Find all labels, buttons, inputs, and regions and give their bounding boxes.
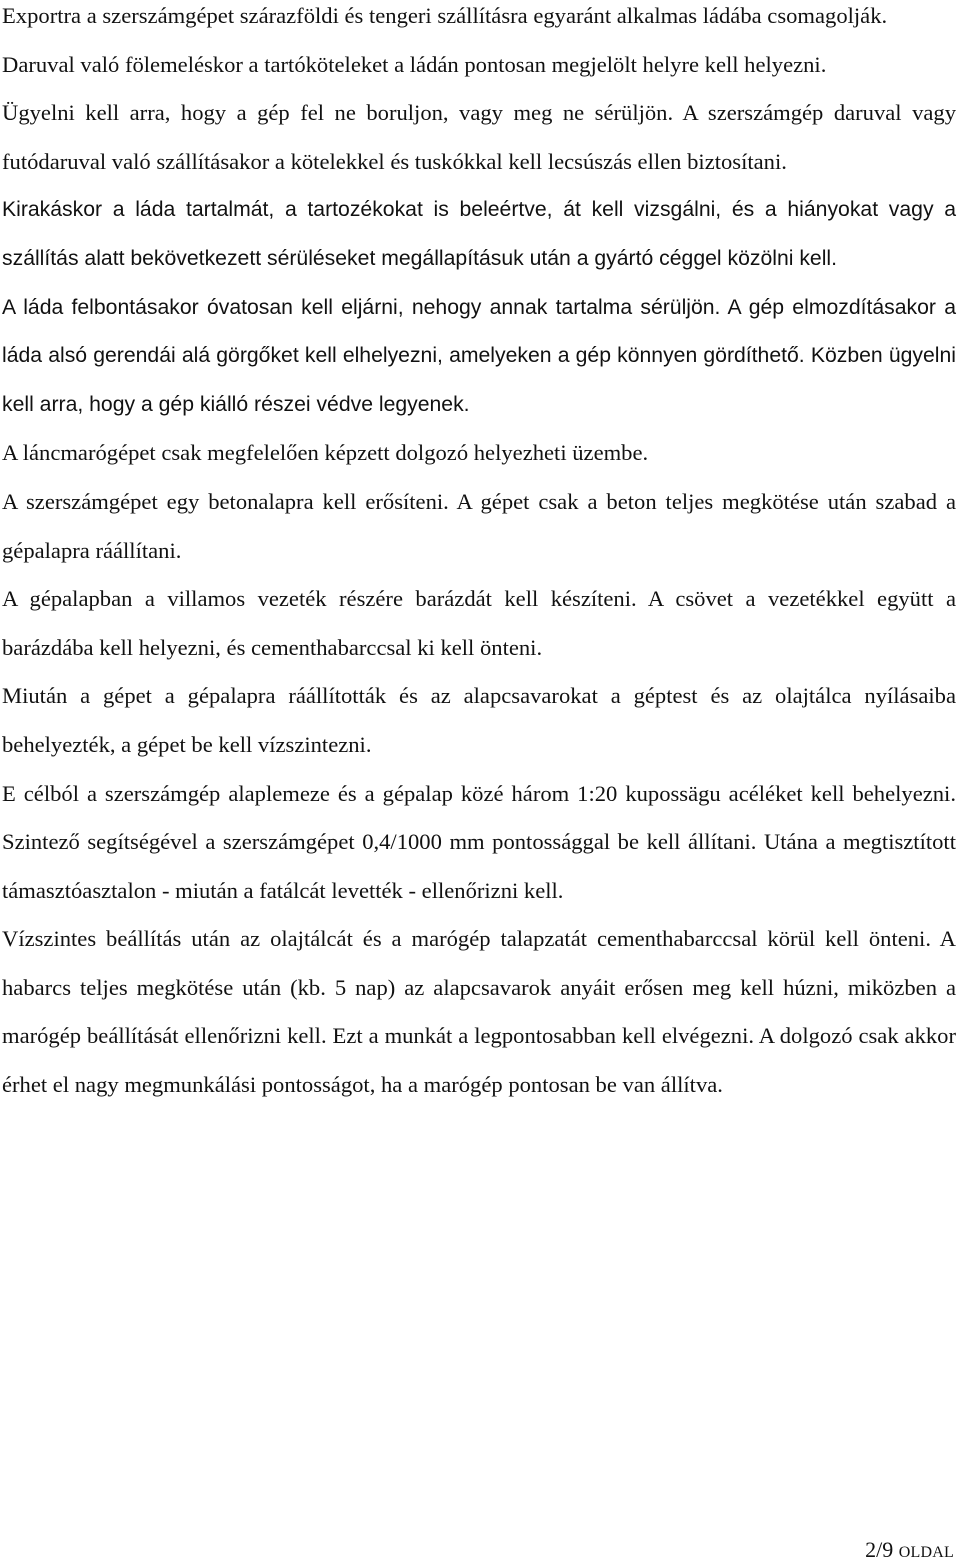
paragraph-grouting: Vízszintes beállítás után az olajtálcát és a marógép talapzatát cementhabarccsal körül kell önteni. A habarcs teljes megkötése után (kb. 5 nap) az alapcsavarok anyáit erősen meg kell húzni, miközben a marógép beállítását ellenőrizni kell. Ezt a munkát a legpontosabban kell elvégezni. A dolgozó csak akkor érhet el nagy megmunkálási pontosságot, ha a marógép pontosan be van állítva. xyxy=(2,926,956,1098)
paragraph-cable-groove: A gépalapban a villamos vezeték részére barázdát kell készíteni. A csövet a vezetékkel együtt a barázdába kell helyezni, és cementhabarccsal ki kell önteni. xyxy=(2,586,956,660)
page-number: 2/9 xyxy=(865,1537,894,1562)
document-body xyxy=(2,0,956,1110)
page-label: OLDAL xyxy=(898,1544,954,1561)
paragraph-qualified-operator: A láncmarógépet csak megfelelően képzett dolgozó helyezheti üzembe. xyxy=(2,440,649,466)
paragraph-transport-safety: Ügyelni kell arra, hogy a gép fel ne boruljon, vagy meg ne sérüljön. A szerszámgép daruval vagy futódaruval való szállításakor a kötelekkel és tuskókkal kell lecsúszás ellen biztosítani. xyxy=(2,100,956,174)
paragraph-concrete-foundation: A szerszámgépet egy betonalapra kell erősíteni. A gépet csak a beton teljes megkötése után szabad a gépalapra ráállítani. xyxy=(2,488,956,563)
paragraph-crane-lifting: Daruval való fölemeléskor a tartóköteleket a ládán pontosan megjelölt helyre kell helyezni. xyxy=(2,51,827,77)
paragraph-crate-opening: A láda felbontásakor óvatosan kell eljárni, nehogy annak tartalma sérüljön. A gép elmozdításakor a láda alsó gerendái alá görgőket kell elhelyezni, amelyeken a gép könnyen gördíthető. Közben ügyelni kell arra, hogy a gép kiálló részei védve legyenek. xyxy=(2,295,956,416)
paragraph-wedges-alignment: E célból a szerszámgép alaplemeze és a gépalap közé három 1:20 kupossägu acéléket kell behelyezni. Szintező segítségével a szerszámgépet 0,4/1000 mm pontossággal be kell állítani. Utána a megtisztított támasztóasztalon - miután a fatálcát levették - ellenőrizni kell. xyxy=(2,780,956,903)
paragraph-unloading-inspection: Kirakáskor a láda tartalmát, a tartozékokat is beleértve, át kell vizsgálni, és a hiányokat vagy a szállítás alatt bekövetkezett sérüléseket megállapításuk után a gyártó céggel közölni kell. xyxy=(2,198,956,270)
page-footer xyxy=(865,1537,954,1566)
paragraph-leveling: Miután a gépet a gépalapra ráállították és az alapcsavarokat a géptest és az olajtálca nyílásaiba behelyezték, a gépet be kell vízszintezni. xyxy=(2,683,956,757)
paragraph-export-packaging: Exportra a szerszámgépet szárazföldi és tengeri szállításra egyaránt alkalmas ládába csomagolják. xyxy=(2,3,888,28)
